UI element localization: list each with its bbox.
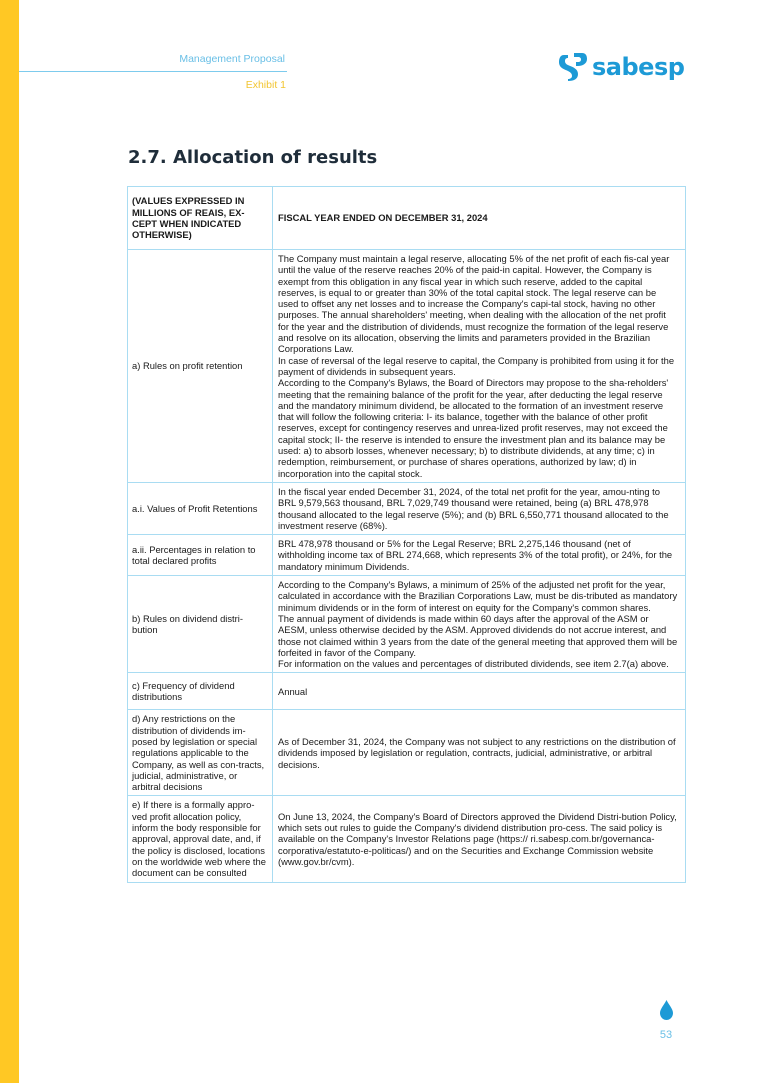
row-paragraph: According to the Company's Bylaws, a minimum of 25% of the adjusted net profit for the year, calculated in accordance with the Brazilian Corporations Law, must be dis-tributed as mandatory minimum dividends or in the form of interest on equity for the Company's common shares. xyxy=(278,579,678,613)
header-cell-fiscal-year: FISCAL YEAR ENDED ON DECEMBER 31, 2024 xyxy=(273,187,686,250)
left-accent-bar xyxy=(0,0,19,1083)
row-content xyxy=(273,482,686,534)
table-row xyxy=(128,576,686,673)
section-number: 2.7. xyxy=(128,147,167,168)
row-content xyxy=(273,250,686,483)
allocation-table xyxy=(127,186,686,883)
row-paragraph: The annual payment of dividends is made within 60 days after the approval of the ASM or AESM, unless otherwise decided by the ASM. Approved dividends do not accrue interest, and those not claimed within 3 years from the date of the general meeting that approved them will be forfeited in favor of the Company. xyxy=(278,612,678,658)
water-drop-icon xyxy=(660,1000,673,1020)
row-label: a.ii. Percentages in relation to total declared profits xyxy=(128,535,273,576)
table-row xyxy=(128,250,686,483)
row-label: b) Rules on dividend distri-bution xyxy=(128,576,273,673)
row-label: a.i. Values of Profit Retentions xyxy=(128,482,273,534)
row-paragraph: In case of reversal of the legal reserve to capital, the Company is prohibited from using it for the payment of dividends in subsequent years. xyxy=(278,354,675,377)
header-divider xyxy=(19,71,287,72)
sabesp-logo-icon xyxy=(558,52,588,82)
logo-wordmark: sabesp xyxy=(592,53,685,81)
row-label: c) Frequency of dividend distributions xyxy=(128,673,273,710)
row-paragraph: The Company must maintain a legal reserve, allocating 5% of the net profit of each fis-cal year until the value of the reserve reaches 20% of the paid-in capital. However, the Company is exempt from this obligation in any fiscal year in which such reserve, added to the capital reserves, is equal to or greater than 30% of the total capital stock. The legal reserve can be used to offset any net losses and to increase the Company's capi-tal stock, having no other purposes. The annual shareholders' meeting, when dealing with the allocation of the net profit for the year and the distribution of dividends, must recognize the formation of the legal reserve and resolve on its allocation, observing the limits and parameters provided in the Brazilian Corporations Law. xyxy=(278,253,670,355)
table-row xyxy=(128,796,686,882)
row-paragraph: For information on the values and percentages of distributed dividends, see item 2.7(a) above. xyxy=(278,658,669,670)
row-label: e) If there is a formally appro-ved profit allocation policy, inform the body responsible for approval, approval date, and, if the policy is disclosed, locations on the worldwide web where the document can be consulted xyxy=(128,796,273,882)
table-row xyxy=(128,482,686,534)
row-content xyxy=(273,796,686,882)
row-paragraph: On June 13, 2024, the Company's Board of Directors approved the Dividend Distri-bution Policy, which sets out rules to guide the Company's dividend distribution pro-cess. The said policy is available on the Company's Investor Relations page (https:// ri.sabesp.com.br/governanca-corporativa/estatuto-e-politicas/) and on the Securities and Exchange Commission website (www.gov.br/cvm). xyxy=(278,810,677,867)
row-content xyxy=(273,673,686,710)
section-title-text: Allocation of results xyxy=(173,147,378,168)
row-content xyxy=(273,576,686,673)
row-paragraph: BRL 478,978 thousand or 5% for the Legal Reserve; BRL 2,275,146 thousand (net of withholding income tax of BRL 274,668, which represents 3% of the total profit), or 24%, for the mandatory minimum Dividends. xyxy=(278,538,673,572)
row-paragraph: As of December 31, 2024, the Company was not subject to any restrictions on the distribution of dividends imposed by legislation or regulation, contracts, judicial, administrative, or arbitral decisions. xyxy=(278,735,676,770)
section-title xyxy=(128,147,377,168)
row-content xyxy=(273,535,686,576)
header-cell-values: (VALUES EXPRESSED IN MILLIONS OF REAIS, EX-CEPT WHEN INDICATED OTHERWISE) xyxy=(128,187,273,250)
header-exhibit: Exhibit 1 xyxy=(245,79,286,91)
row-content xyxy=(273,710,686,796)
table-header-row xyxy=(128,187,686,250)
sabesp-logo xyxy=(558,52,684,82)
header-proposal: Management Proposal xyxy=(179,53,285,65)
table-row xyxy=(128,535,686,576)
table-row xyxy=(128,673,686,710)
page-number: 53 xyxy=(659,1029,673,1041)
row-label: a) Rules on profit retention xyxy=(128,250,273,483)
row-paragraph: Annual xyxy=(278,685,308,697)
row-paragraph: In the fiscal year ended December 31, 2024, of the total net profit for the year, amou-nting to BRL 9,579,563 thousand, BRL 7,029,749 thousand were retained, being (a) BRL 478,978 thousand allocated to the legal reserve (5%); and (b) BRL 6,550,771 thousand allocated to the investment reserve (68%). xyxy=(278,485,669,531)
table-row xyxy=(128,710,686,796)
row-paragraph: According to the Company's Bylaws, the Board of Directors may propose to the sha-reholders' meeting that the remaining balance of the profit for the year, after deducting the legal reserve and the mandatory minimum dividend, be allocated to the formation of an investment reserve that will follow the following criteria: I- its balance, together with the balance of other profit reserves, except for contingency reserves and unrea-lized profit reserves, may not exceed the capital stock; II- the reserve is intended to ensure the investment plan and its balance may be used: a) to absorb losses, whenever necessary; b) to distribute dividends, at any time; c) in redemption, reimbursement, or purchase of shares operations, authorized by law; d) in incorporation into the capital stock. xyxy=(278,377,669,479)
row-label: d) Any restrictions on the distribution of dividends im-posed by legislation or special regulations applicable to the Company, as well as con-tracts, judicial, administrative, or arbitral decisions xyxy=(128,710,273,796)
